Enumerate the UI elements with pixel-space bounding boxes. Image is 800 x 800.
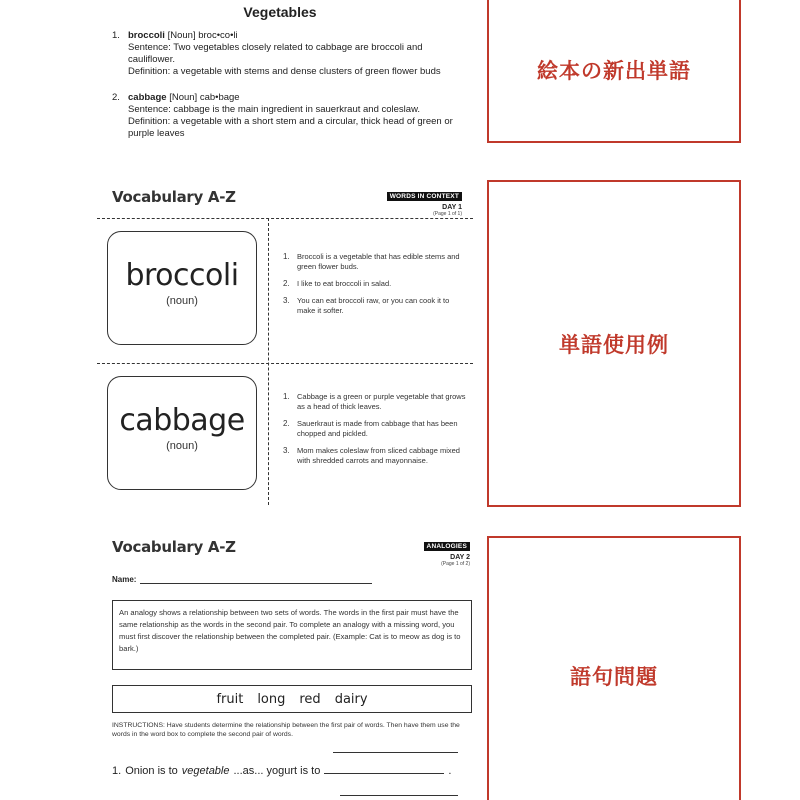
vocab-item [112, 30, 462, 78]
worksheet-page: (Page 1 of 2) [441, 561, 470, 567]
worksheet-tag [400, 535, 470, 567]
worksheet-page: (Page 1 of 1) [433, 211, 462, 217]
sentence-item [283, 446, 468, 466]
card-pos: (noun) [166, 295, 198, 307]
label-box-word-questions [487, 536, 741, 800]
sentence-number: 2. [283, 279, 290, 288]
sentence-item [283, 296, 468, 316]
cut-line-top [97, 218, 473, 219]
question-text: Onion is to [125, 765, 178, 777]
sentence-list [283, 252, 468, 323]
question-end: . [448, 765, 452, 777]
word-box-item: dairy [334, 691, 368, 707]
card-word: broccoli [125, 258, 239, 293]
label-word-questions: 語句問題 [570, 666, 658, 689]
vocab-pos: [Noun] broc•co•li [167, 30, 238, 41]
sentence-text: Sauerkraut is made from cabbage that has been chopped and pickled. [297, 419, 458, 438]
worksheet-type-badge: ANALOGIES [424, 542, 470, 551]
vocab-sentence: Sentence: Two vegetables closely related to cabbage are broccoli and cauliflower. [128, 42, 423, 65]
answer-line[interactable] [340, 795, 458, 796]
card-pos: (noun) [166, 440, 198, 452]
worksheet-day: DAY 1 [442, 204, 462, 211]
vocab-item-number: 2. [112, 92, 120, 103]
sentence-number: 3. [283, 296, 290, 305]
label-new-words: 絵本の新出単語 [537, 59, 691, 83]
word-box-item: red [299, 691, 321, 707]
worksheet-day: DAY 2 [450, 554, 470, 561]
word-box-item: long [257, 691, 286, 707]
vocab-definition: Definition: a vegetable with stems and dense clusters of green flower buds [128, 66, 441, 77]
vocab-list [112, 30, 462, 154]
question-example-word: vegetable [181, 765, 230, 777]
vocab-sentence: Sentence: cabbage is the main ingredient in sauerkraut and coleslaw. [128, 104, 421, 115]
vocab-item [112, 92, 462, 140]
sentence-number: 3. [283, 446, 290, 455]
vocabulary-az-logo: Vocabulary A-Z [112, 538, 236, 556]
worksheet-tag [380, 185, 462, 217]
word-card [107, 231, 257, 345]
label-box-new-words [487, 0, 741, 143]
vocab-word: cabbage [128, 92, 167, 103]
analogy-intro: An analogy shows a relationship between two sets of words. The words in the first pair must have the same relationship as the words in the second pair. To complete an analogy with a missing word, you must first discover the relationship between the completed pair. (Example: Cat is to meow as dog is to bark.) [112, 600, 472, 670]
sentence-number: 1. [283, 392, 290, 401]
sentence-text: You can eat broccoli raw, or you can cook it to make it softer. [297, 296, 450, 315]
cut-line-vertical [268, 218, 269, 505]
answer-line[interactable] [333, 752, 458, 753]
question-number: 1. [112, 765, 122, 777]
sentence-text: Cabbage is a green or purple vegetable that grows as a head of thick leaves. [297, 392, 466, 411]
name-label: Name: [112, 575, 137, 584]
label-usage-examples: 単語使用例 [559, 333, 669, 357]
instructions: INSTRUCTIONS: Have students determine the relationship between the first pair of words. Then have them use the words in the word box to complete the second pair of words. [112, 722, 460, 738]
vocab-definition: Definition: a vegetable with a short stem and a circular, thick head of green or purple leaves [128, 116, 453, 139]
vocab-word: broccoli [128, 30, 165, 41]
word-card [107, 376, 257, 490]
vocabulary-az-logo: Vocabulary A-Z [112, 188, 236, 206]
card-word: cabbage [119, 403, 245, 438]
word-box-item: fruit [216, 691, 244, 707]
vocab-pos: [Noun] cab•bage [169, 92, 240, 103]
sentence-number: 2. [283, 419, 290, 428]
cut-line-middle [97, 363, 473, 364]
label-box-usage-examples [487, 180, 741, 507]
vocab-item-number: 1. [112, 30, 120, 41]
sentence-item [283, 419, 468, 439]
sentence-item [283, 279, 468, 289]
sentence-item [283, 392, 468, 412]
sentence-number: 1. [283, 252, 290, 261]
name-field[interactable] [140, 576, 372, 584]
sentence-text: Mom makes coleslaw from sliced cabbage mixed with shredded carrots and mayonnaise. [297, 446, 460, 465]
analogy-question-1 [112, 764, 451, 777]
sentence-list [283, 392, 468, 473]
question-text: ...as... yogurt is to [233, 765, 321, 777]
sentence-item [283, 252, 468, 272]
answer-blank[interactable] [324, 764, 444, 774]
sentence-text: I like to eat broccoli in salad. [297, 279, 392, 288]
sentence-text: Broccoli is a vegetable that has edible stems and green flower buds. [297, 252, 460, 271]
worksheet-type-badge: WORDS IN CONTEXT [387, 192, 462, 201]
vocab-list-title: Vegetables [243, 4, 317, 20]
word-box [112, 685, 472, 713]
name-row [112, 575, 372, 584]
